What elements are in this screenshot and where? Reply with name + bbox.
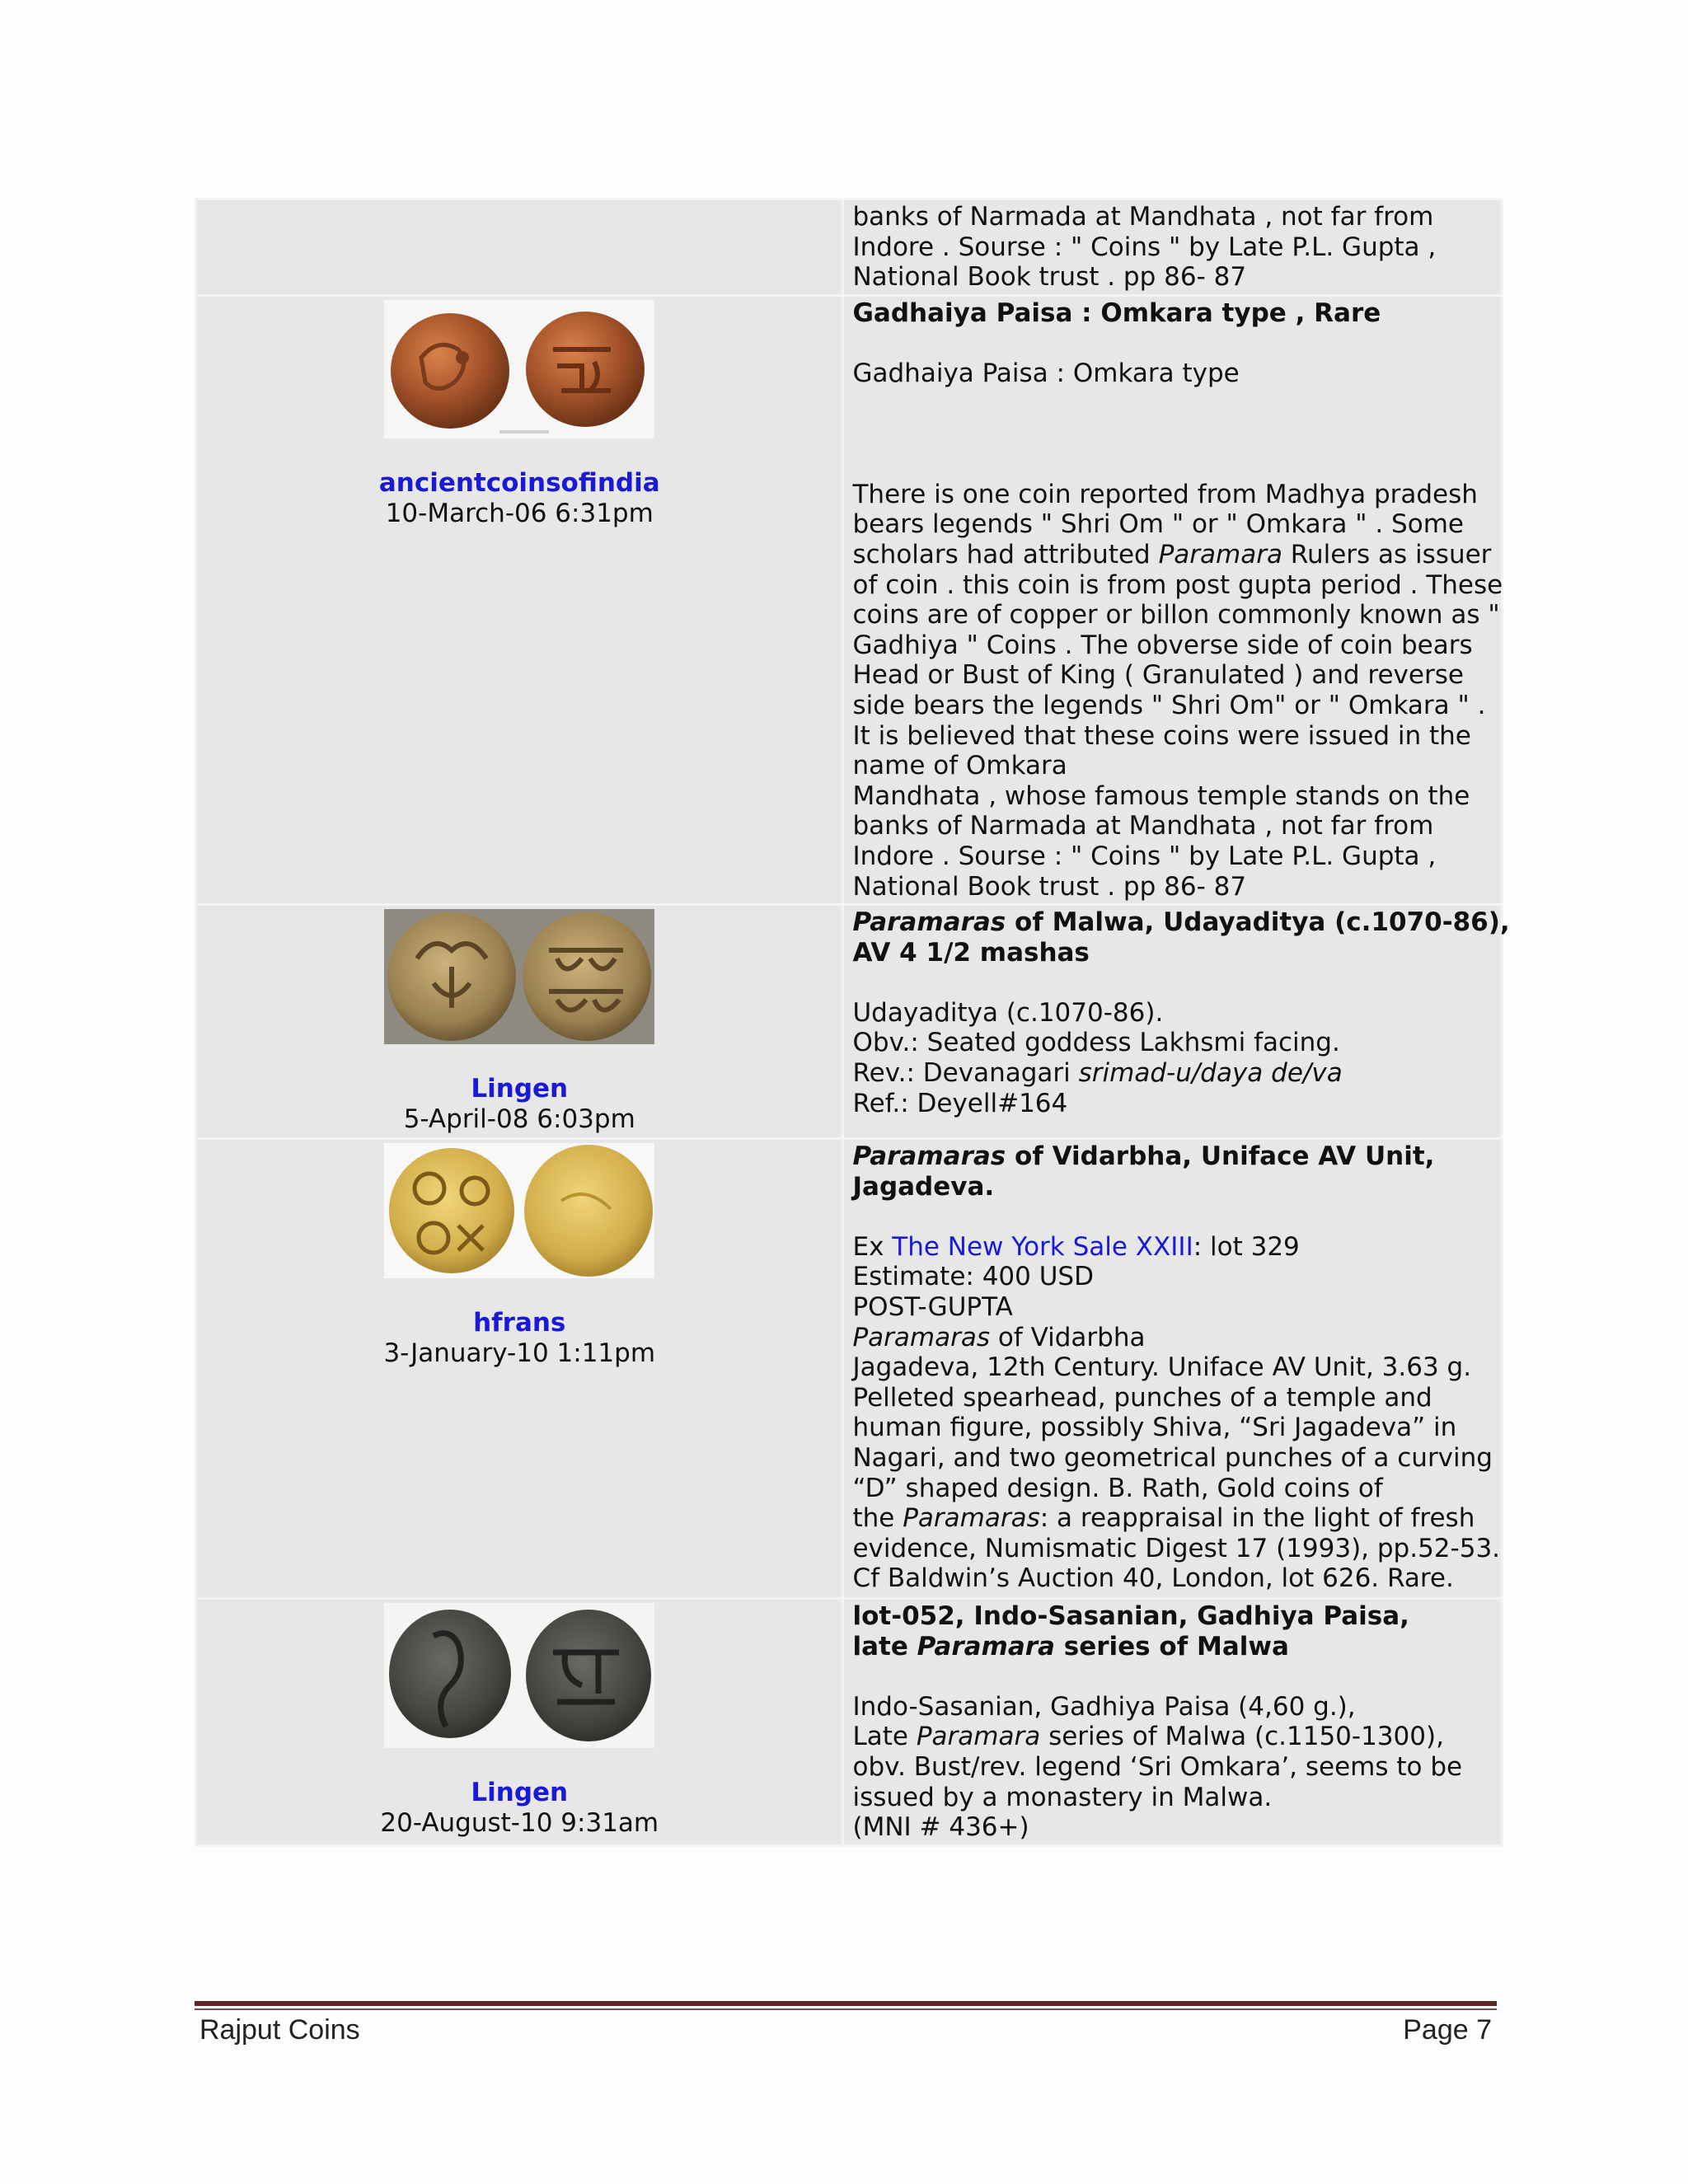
body-line: Rev.: Devanagari srimad-u/daya de/va xyxy=(852,1058,1343,1089)
body-line: Ref.: Deyell#164 xyxy=(852,1088,1068,1118)
body-line: Pelleted spearhead, punches of a temple and xyxy=(852,1382,1432,1413)
left-cell xyxy=(196,199,843,296)
body-line: name of Omkara xyxy=(852,751,1067,781)
footer-divider xyxy=(195,2001,1497,2006)
post-date: 10-March-06 6:31pm xyxy=(385,499,654,528)
entry-title: Paramaras of Malwa, Udayaditya (c.1070-86), xyxy=(852,907,1510,938)
body-line: “D” shaped design. B. Rath, Gold coins of xyxy=(852,1473,1383,1503)
body-line: Head or Bust of King ( Granulated ) and reverse xyxy=(852,660,1464,691)
body-line: side bears the legends " Shri Om" or " Omkara " . xyxy=(852,690,1486,720)
body-line: scholars had attributed Paramara Rulers as issuer xyxy=(852,539,1492,569)
coin-image-gold-udayaditya[interactable] xyxy=(384,909,654,1044)
body-line: Indore . Sourse : " Coins " by Late P.L. Gupta , xyxy=(852,841,1437,871)
body-line: coins are of copper or billon commonly known as " xyxy=(852,600,1500,630)
entry-title: lot-052, Indo-Sasanian, Gadhiya Paisa, xyxy=(852,1601,1409,1632)
body-line: Indo-Sasanian, Gadhiya Paisa (4,60 g.), xyxy=(852,1691,1356,1722)
body-line: Nagari, and two geometrical punches of a curving xyxy=(852,1443,1493,1474)
ex-line: Ex The New York Sale XXIII: lot 329 xyxy=(852,1231,1300,1262)
coin-image-copper[interactable] xyxy=(384,300,654,438)
table-row xyxy=(196,905,1503,1139)
footer-divider-thin xyxy=(195,2008,1497,2010)
entry-title-line2: Jagadeva. xyxy=(852,1171,995,1202)
body-line: Udayaditya (c.1070-86). xyxy=(852,997,1164,1028)
sale-link[interactable]: The New York Sale XXIII xyxy=(892,1231,1193,1262)
right-cell xyxy=(843,1139,1503,1599)
entry-title-line2: late Paramara series of Malwa xyxy=(852,1631,1289,1661)
body-line: Jagadeva, 12th Century. Uniface AV Unit, 3.63 g. xyxy=(852,1352,1472,1383)
body-line: evidence, Numismatic Digest 17 (1993), pp.52-53. xyxy=(852,1533,1501,1563)
intro-line: banks of Narmada at Mandhata , not far from xyxy=(852,202,1434,232)
intro-line: Indore . Sourse : " Coins " by Late P.L. Gupta , xyxy=(852,232,1437,262)
coin-image-gold-jagadeva[interactable] xyxy=(384,1143,654,1278)
entry-title-line2: AV 4 1/2 mashas xyxy=(852,937,1090,968)
body-line: POST-GUPTA xyxy=(852,1292,1013,1323)
table-row xyxy=(196,1599,1503,1846)
footer-document-title: Rajput Coins xyxy=(199,2014,360,2046)
body-line: There is one coin reported from Madhya pradesh xyxy=(852,479,1478,509)
left-cell xyxy=(196,1139,843,1599)
poster-link[interactable]: Lingen xyxy=(471,1778,569,1808)
body-line: Obv.: Seated goddess Lakhsmi facing. xyxy=(852,1028,1340,1058)
body-line: issued by a monastery in Malwa. xyxy=(852,1782,1273,1812)
body-line: Late Paramara series of Malwa (c.1150-1300), xyxy=(852,1722,1444,1752)
intro-line: National Book trust . pp 86- 87 xyxy=(852,262,1247,293)
post-date: 3-January-10 1:11pm xyxy=(383,1338,656,1369)
table-row xyxy=(196,199,1503,296)
right-cell xyxy=(843,199,1503,296)
table-row xyxy=(196,1139,1503,1599)
footer-page-number: Page 7 xyxy=(1403,2014,1492,2046)
body-line: Paramaras of Vidarbha xyxy=(852,1322,1146,1352)
entry-title: Gadhaiya Paisa : Omkara type , Rare xyxy=(852,298,1381,328)
body-line: Cf Baldwin’s Auction 40, London, lot 626. Rare. xyxy=(852,1563,1454,1594)
right-cell xyxy=(843,296,1503,905)
body-line: obv. Bust/rev. legend ‘Sri Omkara’, seems to be xyxy=(852,1752,1463,1783)
posts-table xyxy=(195,198,1510,1847)
body-line: Estimate: 400 USD xyxy=(852,1262,1094,1292)
body-line: of coin . this coin is from post gupta period . These xyxy=(852,569,1503,600)
body-line: the Paramaras: a reappraisal in the light of fresh xyxy=(852,1503,1475,1534)
right-cell xyxy=(843,905,1510,1139)
coin-image-billon[interactable] xyxy=(384,1603,654,1748)
body-line: banks of Narmada at Mandhata , not far from xyxy=(852,811,1434,841)
body-line: Mandhata , whose famous temple stands on the xyxy=(852,780,1470,811)
left-cell xyxy=(196,905,843,1139)
body-line: human figure, possibly Shiva, “Sri Jagadeva” in xyxy=(852,1413,1457,1443)
body-line: Gadhiya " Coins . The obverse side of coin bears xyxy=(852,630,1473,660)
poster-link[interactable]: hfrans xyxy=(473,1308,566,1338)
body-line: (MNI # 436+) xyxy=(852,1812,1029,1843)
post-date: 20-August-10 9:31am xyxy=(380,1808,659,1839)
entry-title: Paramaras of Vidarbha, Uniface AV Unit, xyxy=(852,1141,1435,1172)
poster-link[interactable]: Lingen xyxy=(471,1074,569,1104)
left-cell xyxy=(196,296,843,905)
entry-subtitle: Gadhaiya Paisa : Omkara type xyxy=(852,359,1240,389)
left-cell xyxy=(196,1599,843,1846)
post-date: 5-April-08 6:03pm xyxy=(403,1104,635,1135)
poster-link[interactable]: ancientcoinsofindia xyxy=(378,468,660,498)
right-cell xyxy=(843,1599,1503,1846)
table-row xyxy=(196,296,1503,905)
body-line: bears legends " Shri Om " or " Omkara " . Some xyxy=(852,509,1464,540)
body-line: National Book trust . pp 86- 87 xyxy=(852,871,1247,902)
body-line: It is believed that these coins were issued in the xyxy=(852,720,1471,751)
